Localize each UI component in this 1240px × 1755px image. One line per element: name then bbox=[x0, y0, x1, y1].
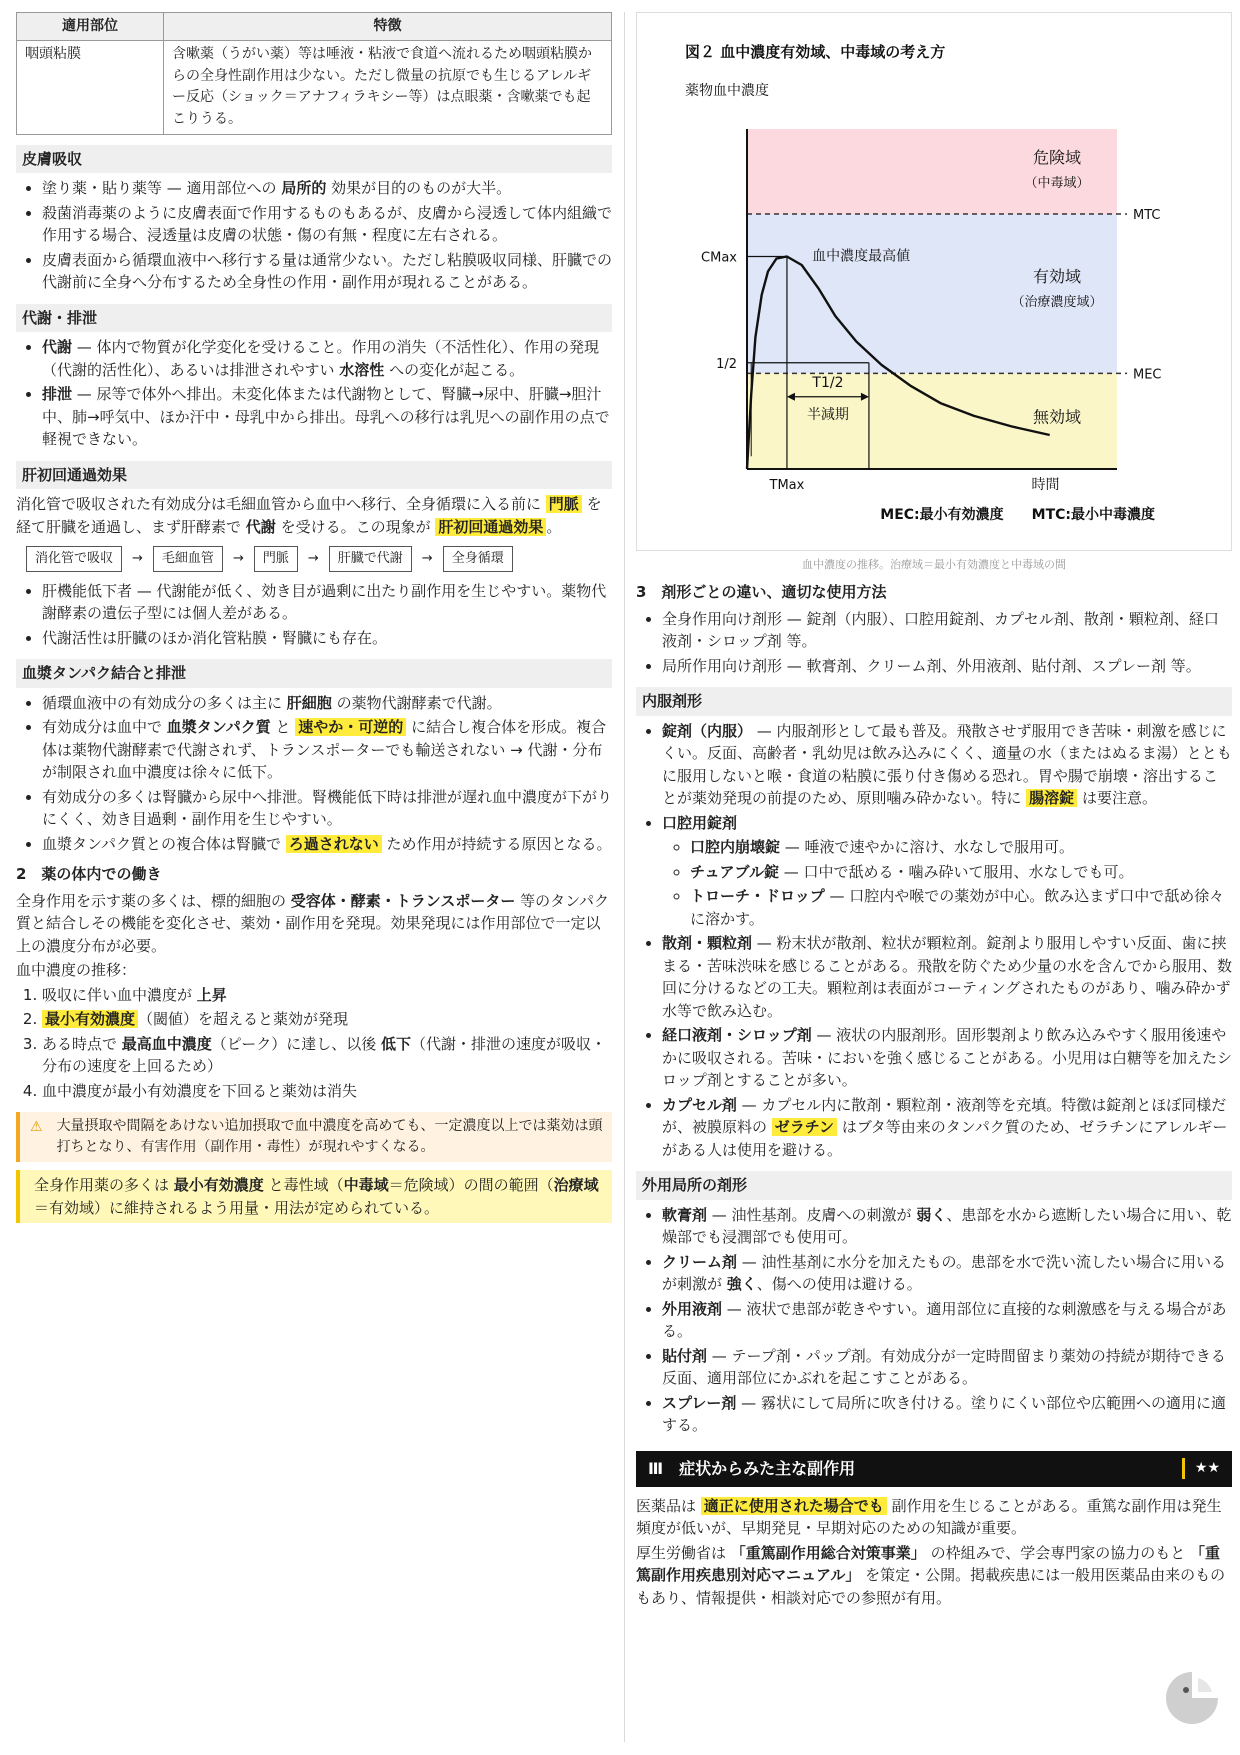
list-item: • 循環血液中の有効成分の多くは主に 肝細胞 の薬物代謝酵素で代謝。 bbox=[42, 692, 612, 715]
table-header-feature: 特徴 bbox=[164, 13, 612, 41]
blood-concentration-chart bbox=[647, 19, 1221, 539]
skin-list bbox=[16, 177, 612, 294]
zone-label-effective: 有効域 bbox=[1032, 267, 1082, 286]
list-item: • 全身作用向け剤形 — 錠剤（内服）、口腔用錠剤、カプセル剤、散剤・顆粒剤、経口液剤・シロップ剤 等。 bbox=[662, 608, 1232, 653]
metabolism-heading: 代謝・排泄 bbox=[16, 304, 612, 333]
list-item: • 貼付剤 — テープ剤・パップ剤。有効成分が一定時間留まり薬効の持続が期待できる反面、適用部位にかぶれを起こすことがある。 bbox=[662, 1345, 1232, 1390]
section-3-heading: 3 剤形ごとの違い、適切な使用方法 bbox=[636, 583, 887, 601]
chart-legend: MEC:最小有効濃度 MTC:最小中毒濃度 bbox=[880, 507, 1155, 523]
external-forms-heading: 外用局所の剤形 bbox=[636, 1171, 1232, 1200]
list-item: • クリーム剤 — 油性基剤に水分を加えたもの。患部を水で洗い流したい場合に用いるが刺激が 強く、傷への使用は避ける。 bbox=[662, 1251, 1232, 1296]
table-row bbox=[17, 41, 612, 135]
zone-label-danger: 危険域 bbox=[1032, 147, 1082, 167]
list-item: • 口腔用錠剤 ◦ 口腔内崩壊錠 — 唾液で速やかに溶け、水なしで服用可。 ◦ チュアブル錠 — 口中で舐める・噛み砕いて服用、水なしでも可。 ◦ トローチ・ドロップ — 口腔内や喉での薬効が中心。飲み込まず口中で舐め徐々に溶かす。 bbox=[662, 812, 1232, 931]
table-cell-site: 咽頭粘膜 bbox=[17, 41, 164, 135]
chapter-3-heading bbox=[636, 1451, 1232, 1487]
metabolism-list bbox=[16, 336, 612, 451]
list-item: • 代謝 — 体内で物質が化学変化を受けること。作用の消失（不活性化）、作用の発現（代謝的活性化）、あるいは排泄されやすい 水溶性 への変化が起こる。 bbox=[42, 336, 612, 381]
arrow-icon: → bbox=[132, 551, 143, 567]
list-item: • 皮膚表面から循環血液中へ移行する量は通常少ない。ただし粘膜吸収同様、肝臓での代謝前に全身へ分布するため全身性の作用・副作用が現れることがある。 bbox=[42, 249, 612, 294]
column-divider bbox=[624, 12, 625, 1742]
list-item: ◦ 口腔内崩壊錠 — 唾液で速やかに溶け、水なしで服用可。 bbox=[690, 836, 1232, 859]
arrow-icon: → bbox=[232, 551, 244, 567]
first-pass-list bbox=[16, 580, 612, 650]
section-2-heading: 2 薬の体内での働き bbox=[16, 865, 162, 884]
application-site-table bbox=[16, 12, 612, 135]
y-tick-cmax: CMax bbox=[701, 250, 737, 266]
zone-danger bbox=[747, 129, 1117, 214]
list-item: • スプレー剤 — 霧状にして局所に吹き付ける。塗りにくい部位や広範囲への適用に適する。 bbox=[662, 1392, 1232, 1437]
section-2-paragraph: 全身作用を示す薬の多くは、標的細胞の 受容体・酵素・トランスポーター 等のタンパク質と結合しその機能を変化させ、薬効・副作用を発現。効果発現には作用部位で一定以上の濃度分布が必要。 bbox=[16, 891, 610, 955]
flow-step: 全身循環 bbox=[443, 546, 513, 572]
arrow-icon: → bbox=[307, 551, 319, 567]
flow-step: 肝臓で代謝 bbox=[329, 546, 412, 572]
plasma-protein-list bbox=[16, 692, 612, 856]
list-item: • 塗り薬・貼り薬等 — 適用部位への 局所的 効果が目的のものが大半。 bbox=[42, 177, 612, 200]
list-item: 1. 吸収に伴い血中濃度が 上昇 bbox=[42, 984, 612, 1007]
figure-blood-concentration bbox=[636, 12, 1232, 551]
x-axis-label: 時間 bbox=[1031, 477, 1060, 493]
list-item: 4. 血中濃度が最小有効濃度を下回ると薬効は消失 bbox=[42, 1080, 612, 1103]
dosage-form-list bbox=[636, 608, 1232, 678]
list-item: 3. ある時点で 最高血中濃度（ピーク）に達し、以後 低下（代謝・排泄の速度が吸収・分布の速度を上回るため） bbox=[42, 1033, 612, 1078]
plasma-protein-heading: 血漿タンパク結合と排泄 bbox=[16, 659, 612, 688]
right-column bbox=[636, 12, 1232, 1611]
first-pass-paragraph: 消化管で吸収された有効成分は毛細血管から血中へ移行、全身循環に入る前に 門脈 を経て肝臓を通過し、まず肝酵素で 代謝 を受ける。この現象が 肝初回通過効果 。 bbox=[16, 495, 602, 536]
oral-tablet-sublist bbox=[662, 836, 1232, 930]
figure-caption: 血中濃度の推移。治療域＝最小有効濃度と中毒域の間 bbox=[802, 557, 1066, 571]
list-item: • カプセル剤 — カプセル内に散剤・顆粒剤・液剤等を充填。特徴は錠剤とほぼ同様だが、被膜原料の ゼラチン はブタ等由来のタンパク質のため、ゼラチンにアレルギーがある人は使用を避ける。 bbox=[662, 1094, 1232, 1162]
external-forms-list bbox=[636, 1204, 1232, 1437]
flow-step: 消化管で吸収 bbox=[26, 546, 122, 572]
list-item: • 軟膏剤 — 油性基剤。皮膚への刺激が 弱く、患部を水から遮断したい場合に用い、乾燥部でも浸潤部でも使用可。 bbox=[662, 1204, 1232, 1249]
list-item: • 散剤・顆粒剤 — 粉末状が散剤、粒状が顆粒剤。錠剤より服用しやすい反面、歯に挟まる・苦味渋味を感じることがある。飛散を防ぐため少量の水を含んでから服用、数回に分けるなどの工夫。顆粒剤は表面がコーティングされたものがあり、噛み砕かず水等で飲み込む。 bbox=[662, 932, 1232, 1022]
list-item: ◦ チュアブル錠 — 口中で舐める・噛み砕いて服用、水なしでも可。 bbox=[690, 861, 1232, 884]
note-box: 全身作用薬の多くは 最小有効濃度 と毒性域（中毒域＝危険域）の間の範囲（治療域＝有効域）に維持されるよう用量・用法が定められている。 bbox=[16, 1170, 612, 1223]
list-item: • 血漿タンパク質との複合体は腎臓で ろ過されない ため作用が持続する原因となる。 bbox=[42, 833, 612, 856]
x-tick-tmax: TMax bbox=[769, 478, 805, 493]
list-item: • 肝機能低下者 — 代謝能が低く、効き目が過剰に出たり副作用を生じやすい。薬物代謝酵素の遺伝子型には個人差がある。 bbox=[42, 580, 612, 625]
chart-title: 図２ 血中濃度有効域、中毒域の考え方 bbox=[685, 43, 946, 61]
list-item: • 局所作用向け剤形 — 軟膏剤、クリーム剤、外用液剤、貼付剤、スプレー剤 等。 bbox=[662, 655, 1232, 678]
list-item: • 排泄 — 尿等で体外へ排出。未変化体または代謝物として、腎臓→尿中、肝臓→胆汁中、肺→呼気中、ほか汗中・母乳中から排出。母乳への移行は乳児への副作用の点で軽視できない。 bbox=[42, 383, 612, 451]
list-item: • 有効成分は血中で 血漿タンパク質 と 速やか・可逆的 に結合し複合体を形成。複合体は薬物代謝酵素で代謝されず、トランスポーターでも輸送されない → 代謝・分布が制限され血中濃度は徐々に低下。 bbox=[42, 716, 612, 784]
list-item: 2. 最小有効濃度 （閾値）を超えると薬効が発現 bbox=[42, 1008, 612, 1031]
list-item: • 外用液剤 — 液状で患部が乾きやすい。適用部位に直接的な刺激感を与える場合がある。 bbox=[662, 1298, 1232, 1343]
peak-label: 血中濃度最高値 bbox=[812, 248, 911, 265]
mec-label: MEC bbox=[1133, 367, 1162, 383]
zone-label-ineffective: 無効域 bbox=[1032, 407, 1082, 427]
side-effects-paragraph-1: 医薬品は 適正に使用された場合でも 副作用を生じることがある。重篤な副作用は発生頻度が低いが、早期発見・早期対応のための知識が重要。 bbox=[636, 1496, 1222, 1537]
side-effects-paragraph-2: 厚生労働省は 「重篤副作用総合対策事業」 の枠組みで、学会専門家の協力のもと 「重篤副作用疾患別対応マニュアル」 を策定・公開。掲載疾患には一般用医薬品由来のものもあり、情報提供・相談対応での参照が有用。 bbox=[636, 1543, 1226, 1607]
y-axis-label: 薬物血中濃度 bbox=[685, 83, 769, 99]
warning-text: 大量摂取や間隔をあけない追加摂取で血中濃度を高めても、一定濃度以上では薬効は頭打ちとなり、有害作用（副作用・毒性）が現れやすくなる。 bbox=[56, 1118, 603, 1156]
logo-icon bbox=[1162, 1668, 1222, 1728]
skin-heading: 皮膚吸収 bbox=[16, 145, 612, 174]
flow-step: 毛細血管 bbox=[153, 546, 223, 572]
half-life-label: T1/2 bbox=[812, 374, 844, 391]
zone-effective bbox=[747, 214, 1117, 373]
list-item: • 代謝活性は肝臓のほか消化管粘膜・腎臓にも存在。 bbox=[42, 627, 612, 650]
oral-forms-list bbox=[636, 720, 1232, 1162]
list-item: • 錠剤（内服） — 内服剤形として最も普及。飛散させず服用でき苦味・刺激を感じにくい。反面、高齢者・乳幼児は飲み込みにくく、適量の水（またはぬるま湯）とともに服用しないと喉・食道の粘膜に張り付き傷める恐れ。胃や腸で崩壊・溶出することが薬効発現の前提のため、原則噛み砕かない。特に 腸溶錠 は要注意。 bbox=[662, 720, 1232, 810]
list-item: • 経口液剤・シロップ剤 — 液状の内服剤形。固形製剤より飲み込みやすく服用後速やかに吸収される。苦味・においを強く感じることがある。小児用は白糖等を加えたシロップ剤とすることが多い。 bbox=[662, 1024, 1232, 1092]
importance-stars: ★★ bbox=[1182, 1458, 1220, 1479]
first-pass-heading: 肝初回通過効果 bbox=[16, 461, 612, 490]
concentration-intro: 血中濃度の推移： bbox=[16, 961, 137, 980]
concentration-steps bbox=[16, 984, 612, 1103]
left-column bbox=[16, 12, 612, 1231]
warning-icon: ⚠ bbox=[30, 1119, 43, 1136]
half-life-sublabel: 半減期 bbox=[806, 406, 849, 423]
list-item: ◦ トローチ・ドロップ — 口腔内や喉での薬効が中心。飲み込まず口中で舐め徐々に溶かす。 bbox=[690, 885, 1232, 930]
oral-forms-heading: 内服剤形 bbox=[636, 687, 1232, 716]
zone-sub-danger: （中毒域） bbox=[1024, 175, 1090, 191]
list-item: • 有効成分の多くは腎臓から尿中へ排泄。腎機能低下時は排泄が遅れ血中濃度が下がりにくく、効き目過剰・副作用を生じやすい。 bbox=[42, 786, 612, 831]
chapter-3-title: Ⅲ 症状からみた主な副作用 bbox=[648, 1458, 856, 1478]
list-item: • 殺菌消毒薬のように皮膚表面で作用するものもあるが、皮膚から浸透して体内組織で作用する場合、浸透量は皮膚の状態・傷の有無・程度に左右される。 bbox=[42, 202, 612, 247]
first-pass-flow bbox=[26, 546, 612, 572]
table-cell-feature: 含嗽薬（うがい薬）等は唾液・粘液で食道へ流れるため咽頭粘膜からの全身性副作用は少ない。ただし微量の抗原でも生じるアレルギー反応（ショック＝アナフィラキシー等）は点眼薬・含嗽薬でも起こりうる。 bbox=[164, 41, 612, 135]
mtc-label: MTC bbox=[1133, 208, 1161, 223]
y-tick-half: 1/2 bbox=[716, 356, 737, 372]
zone-sub-effective: （治療濃度域） bbox=[1011, 295, 1103, 310]
arrow-icon: → bbox=[421, 551, 433, 567]
flow-step: 門脈 bbox=[254, 546, 298, 572]
table-header-site: 適用部位 bbox=[17, 13, 164, 41]
warning-box bbox=[16, 1112, 612, 1162]
